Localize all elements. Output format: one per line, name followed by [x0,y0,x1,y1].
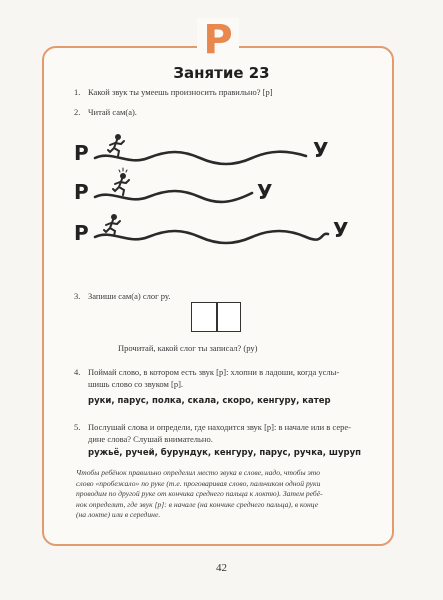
task-3-question: Прочитай, какой слог ты записал? (ру) [118,343,258,353]
row-1-start-letter: Р [74,141,89,165]
page-number: 42 [216,562,227,574]
note-line: проводим по другой руке от кончика среднего пальца к локтю). Затем ребё- [76,489,323,498]
row-1-end-letter: У [313,138,329,162]
task-text-line-2: дине слова? Слушай внимательно. [88,434,213,444]
task-1 [74,86,273,98]
task-number: 5. [74,422,81,432]
task-number: 4. [74,367,81,377]
task-text-line-1: Послушай слова и определи, где находится звук [р]: в начале или в сере- [88,422,351,432]
box-divider [216,303,218,331]
note-line: нок определит, где звук [р]: в начале (на кончике среднего пальца), в конце [76,499,319,509]
syllable-writing-box[interactable] [191,302,241,332]
task-text: Запиши сам(а) слог ру. [88,291,171,301]
task-number: 2. [74,107,81,117]
task-4 [74,366,339,390]
task-text: Какой звук ты умеешь произносить правильно? [р] [88,87,273,97]
task-4-words: руки, парус, полка, скала, скоро, кенгуру, катер [88,396,331,406]
task-text-line-2: шишь слово со звуком [р]. [88,379,184,389]
task-number: 1. [74,87,81,97]
task-5 [74,421,351,445]
task-3 [74,290,170,302]
parent-note [76,468,376,521]
row-3-end-letter: У [333,218,349,242]
task-text-line-1: Поймай слово, в котором есть звук [р]: хлопни в ладоши, когда услы- [88,367,340,377]
row-3-start-letter: Р [74,221,89,245]
task-5-words: ружьё, ручей, бурундук, кенгуру, парус, ручка, шуруп [88,448,362,458]
task-2 [74,106,137,118]
note-line: слово «пробежало» по руке (т.е. проговаривая слово, пальчиком одной руки [76,478,321,488]
task-text: Читай сам(а). [88,107,137,117]
row-2-start-letter: Р [74,180,89,204]
letter-badge: Р [197,18,239,62]
row-2-end-letter: У [257,180,273,204]
page-title: Занятие 23 [173,64,270,82]
note-line: (на локте) или в середине. [76,510,161,519]
note-line: Чтобы ребёнок правильно определил место звука в слове, надо, чтобы это [76,468,321,477]
task-number: 3. [74,291,81,301]
